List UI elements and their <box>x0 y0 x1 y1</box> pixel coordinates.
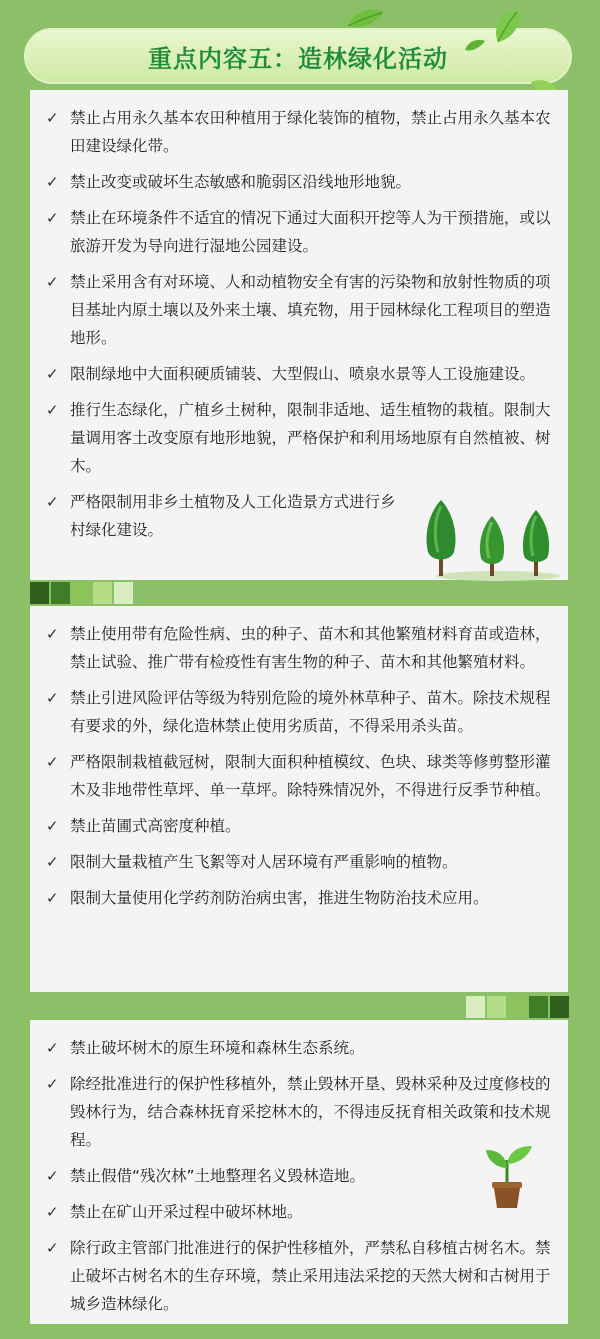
check-icon: ✓ <box>46 1239 59 1257</box>
list-item: ✓ 限制大量使用化学药剂防治病虫害，推进生物防治技术应用。 <box>46 884 552 912</box>
list-item: ✓ 禁止改变或破坏生态敏感和脆弱区沿线地形地貌。 <box>46 168 552 196</box>
list-item: ✓ 严格限制栽植截冠树，限制大面积种植模纹、色块、球类等修剪整形灌木及非地带性草坪、单一草坪。除特殊情况外，不得进行反季节种植。 <box>46 748 552 804</box>
check-icon: ✓ <box>46 1203 59 1221</box>
swatch <box>51 582 70 604</box>
swatch <box>529 996 548 1018</box>
check-icon: ✓ <box>46 273 59 291</box>
list-item: ✓ 禁止在环境条件不适宜的情况下通过大面积开挖等人为干预措施，或以旅游开发为导向进行湿地公园建设。 <box>46 204 552 260</box>
swatch <box>114 582 133 604</box>
swatch <box>550 996 569 1018</box>
list-item: ✓ 禁止假借“残次林”土地整理名义毁林造地。 <box>46 1162 552 1190</box>
check-icon: ✓ <box>46 493 59 511</box>
title-banner <box>24 28 572 84</box>
swatch <box>72 582 91 604</box>
potted-plant-icon <box>472 1142 542 1212</box>
list-item: ✓ 禁止破坏树木的原生环境和森林生态系统。 <box>46 1034 552 1062</box>
list-item: ✓ 禁止苗圃式高密度种植。 <box>46 812 552 840</box>
list-item: ✓ 禁止引进风险评估等级为特别危险的境外林草种子、苗木。除技术规程有要求的外，绿化造林禁止使用劣质苗，不得采用杀头苗。 <box>46 684 552 740</box>
list-item: ✓ 严格限制用非乡土植物及人工化造景方式进行乡村绿化建设。 <box>46 488 552 544</box>
list-item: ✓ 限制大量栽植产生飞絮等对人居环境有严重影响的植物。 <box>46 848 552 876</box>
list-item: ✓ 除经批准进行的保护性移植外，禁止毁林开垦、毁林采种及过度修枝的毁林行为，结合森林抚育采挖林木的，不得违反抚育相关政策和技术规程。 <box>46 1070 552 1154</box>
rule-list-2 <box>30 606 568 912</box>
leaf-icon <box>464 38 486 52</box>
check-icon: ✓ <box>46 625 59 643</box>
list-item: ✓ 除行政主管部门批准进行的保护性移植外，严禁私自移植古树名木。禁止破坏古树名木的生存环境，禁止采用违法采挖的天然大树和古树用于城乡造林绿化。 <box>46 1234 552 1318</box>
check-icon: ✓ <box>46 853 59 871</box>
list-item: ✓ 禁止占用永久基本农田种植用于绿化装饰的植物，禁止占用永久基本农田建设绿化带。 <box>46 104 552 160</box>
check-icon: ✓ <box>46 109 59 127</box>
list-item: ✓ 推行生态绿化，广植乡土树种，限制非适地、适生植物的栽植。限制大量调用客土改变原有地形地貌，严格保护和利用场地原有自然植被、树木。 <box>46 396 552 480</box>
rule-list-1 <box>30 90 568 544</box>
check-icon: ✓ <box>46 1167 59 1185</box>
page-title: 重点内容五：造林绿化活动 <box>148 44 448 73</box>
list-item: ✓ 禁止使用带有危险性病、虫的种子、苗木和其他繁殖材料育苗或造林，禁止试验、推广带有检疫性有害生物的种子、苗木和其他繁殖材料。 <box>46 620 552 676</box>
check-icon: ✓ <box>46 1039 59 1057</box>
list-item: ✓ 禁止在矿山开采过程中破坏林地。 <box>46 1198 552 1226</box>
check-icon: ✓ <box>46 817 59 835</box>
trees-icon <box>420 496 560 582</box>
swatch <box>30 582 49 604</box>
leaf-icon <box>492 8 524 44</box>
swatch <box>466 996 485 1018</box>
check-icon: ✓ <box>46 365 59 383</box>
check-icon: ✓ <box>46 1075 59 1093</box>
check-icon: ✓ <box>46 689 59 707</box>
check-icon: ✓ <box>46 173 59 191</box>
check-icon: ✓ <box>46 209 59 227</box>
check-icon: ✓ <box>46 889 59 907</box>
swatch <box>93 582 112 604</box>
list-item: ✓ 禁止采用含有对环境、人和动植物安全有害的污染物和放射性物质的项目基址内原土壤以及外来土壤、填充物，用于园林绿化工程项目的塑造地形。 <box>46 268 552 352</box>
swatch <box>487 996 506 1018</box>
list-item: ✓ 限制绿地中大面积硬质铺装、大型假山、喷泉水景等人工设施建设。 <box>46 360 552 388</box>
color-swatches-left <box>30 582 133 604</box>
color-swatches-right <box>466 996 569 1018</box>
leaf-icon <box>346 6 386 32</box>
section-panel-2 <box>30 606 568 992</box>
check-icon: ✓ <box>46 753 59 771</box>
check-icon: ✓ <box>46 401 59 419</box>
swatch <box>508 996 527 1018</box>
